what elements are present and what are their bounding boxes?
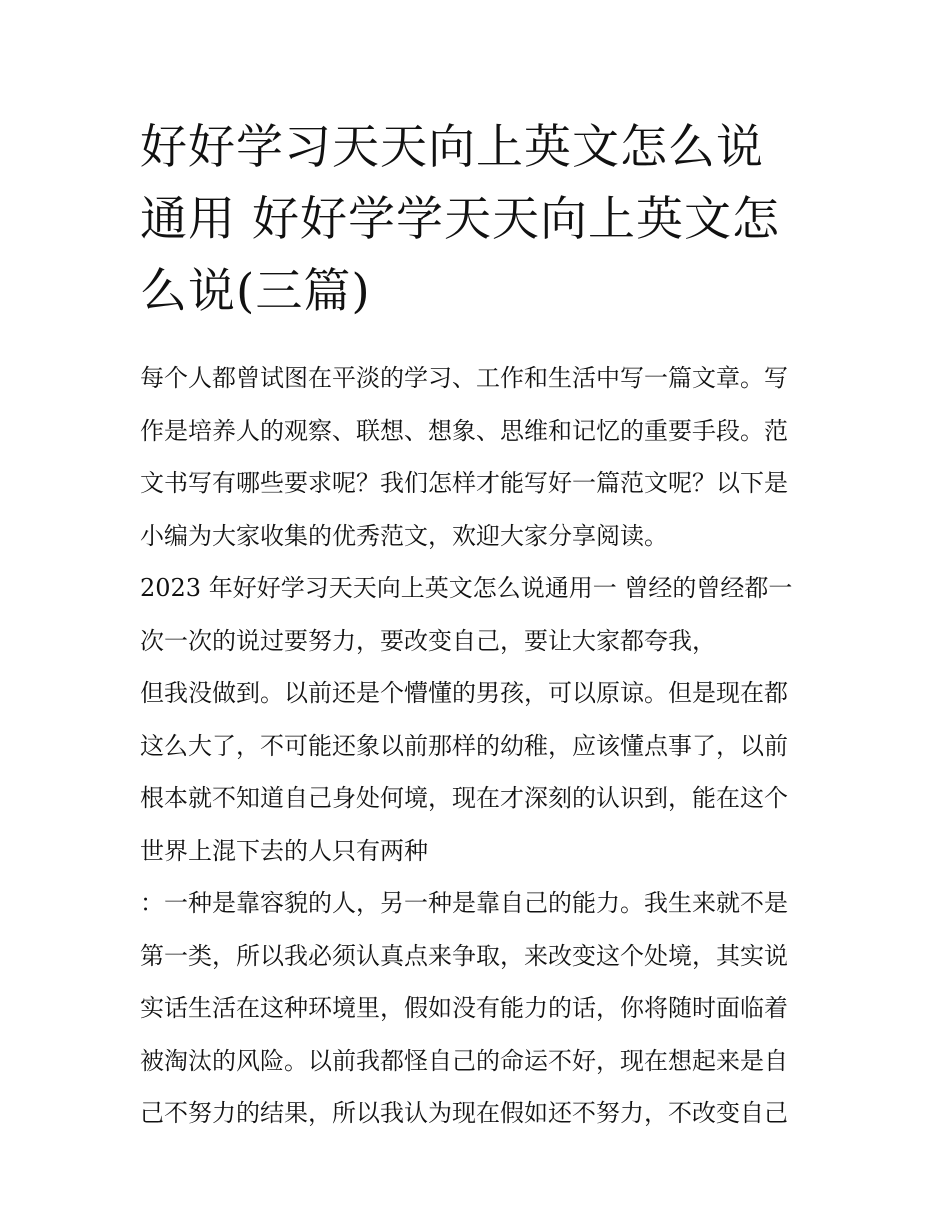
body-line: 作是培养人的观察、联想、想象、思维和记忆的重要手段。范 bbox=[140, 416, 788, 445]
document-title bbox=[140, 112, 820, 328]
body-line: 第一类，所以我必须认真点来争取，来改变这个处境，其实说 bbox=[140, 941, 788, 970]
body-line: 小编为大家收集的优秀范文，欢迎大家分享阅读。 bbox=[140, 521, 668, 550]
body-line: 次一次的说过要努力，要改变自己，要让大家都夸我， bbox=[140, 626, 716, 655]
body-line: 被淘汰的风险。以前我都怪自己的命运不好，现在想起来是自 bbox=[140, 1046, 788, 1075]
body-line: 这么大了，不可能还象以前那样的幼稚，应该懂点事了，以前 bbox=[140, 731, 788, 760]
title-line: 好好学习天天向上英文怎么说 bbox=[140, 120, 764, 175]
body-line: 世界上混下去的人只有两种 bbox=[140, 836, 428, 865]
body-line: 文书写有哪些要求呢？我们怎样才能写好一篇范文呢？以下是 bbox=[140, 469, 788, 497]
body-line: 根本就不知道自己身处何境，现在才深刻的认识到，能在这个 bbox=[140, 784, 788, 812]
title-line: 么说(三篇) bbox=[140, 264, 371, 319]
body-line: 己不努力的结果，所以我认为现在假如还不努力，不改变自己 bbox=[140, 1099, 788, 1127]
body-line: 2023 年好好学习天天向上英文怎么说通用一 曾经的曾经都一 bbox=[140, 574, 793, 602]
document-body bbox=[140, 352, 830, 1140]
title-line: 通用 好好学学天天向上英文怎 bbox=[140, 192, 780, 247]
body-line: 每个人都曾试图在平淡的学习、工作和生活中写一篇文章。写 bbox=[140, 364, 788, 392]
body-line: ：一种是靠容貌的人，另一种是靠自己的能力。我生来就不是 bbox=[140, 889, 788, 917]
body-line: 实话生活在这种环境里，假如没有能力的话，你将随时面临着 bbox=[140, 994, 788, 1022]
body-line: 但我没做到。以前还是个懵懂的男孩，可以原谅。但是现在都 bbox=[140, 679, 788, 707]
